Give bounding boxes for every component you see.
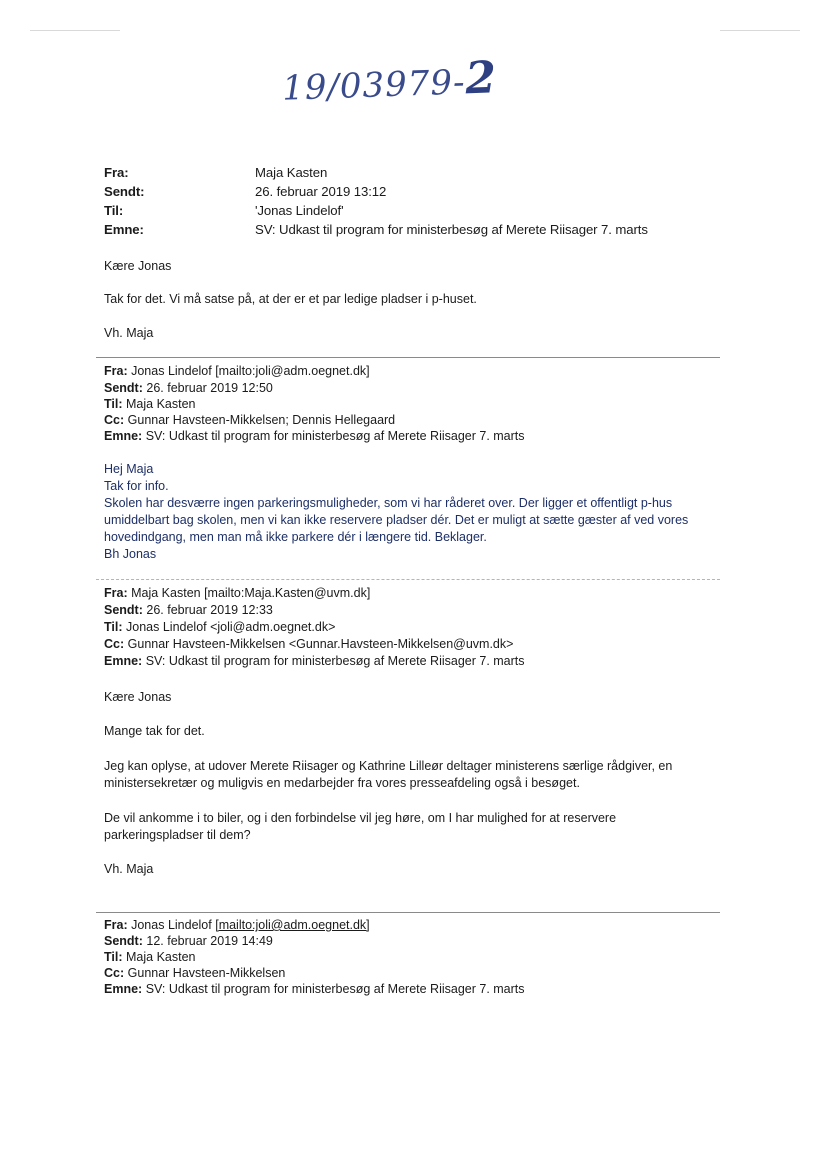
mailto-link[interactable]: [mailto:joli@adm.oegnet.dk] xyxy=(215,918,370,932)
sent-line xyxy=(104,603,273,617)
subject-line xyxy=(104,982,525,996)
subject-value: SV: Udkast til program for ministerbesøg af Merete Riisager 7. marts xyxy=(145,429,525,443)
from-value: Maja Kasten [mailto:Maja.Kasten@uvm.dk] xyxy=(131,586,371,600)
case-number-text: 19/03979- xyxy=(281,62,467,109)
signoff: Vh. Maja xyxy=(104,326,154,340)
to-line xyxy=(104,620,335,634)
to-line xyxy=(104,950,196,964)
subject-label: Emne: xyxy=(104,654,143,668)
body-line: Hej Maja xyxy=(104,462,154,476)
cc-value: Gunnar Havsteen-Mikkelsen xyxy=(127,966,286,980)
body-line: umiddelbart bag skolen, men vi kan ikke reservere pladser dér. Det er muligt at sætte gæster af ved vores xyxy=(104,513,689,527)
sent-value: 26. februar 2019 13:12 xyxy=(255,184,387,199)
from-value: Jonas Lindelof xyxy=(131,918,212,932)
cc-label: Cc: xyxy=(104,413,125,427)
from-label: Fra: xyxy=(104,586,128,600)
case-number-suffix: 2 xyxy=(464,52,498,105)
subject-label: Emne: xyxy=(104,429,143,443)
greeting: Kære Jonas xyxy=(104,259,172,273)
greeting: Kære Jonas xyxy=(104,690,172,704)
from-line xyxy=(104,918,370,932)
message-separator xyxy=(96,912,720,913)
body-line: De vil ankomme i to biler, og i den forbindelse vil jeg høre, om I har mulighed for at reservere xyxy=(104,811,617,825)
to-value: Maja Kasten xyxy=(126,950,196,964)
sent-value: 26. februar 2019 12:50 xyxy=(146,381,273,395)
body-line: Jeg kan oplyse, at udover Merete Riisager og Kathrine Lilleør deltager ministerens særlige rådgiver, en xyxy=(104,759,673,773)
message-separator xyxy=(96,357,720,358)
from-label: Fra: xyxy=(104,918,128,932)
to-value: 'Jonas Lindelof' xyxy=(255,203,344,218)
sent-value: 12. februar 2019 14:49 xyxy=(146,934,273,948)
cc-value: Gunnar Havsteen-Mikkelsen <Gunnar.Havsteen-Mikkelsen@uvm.dk> xyxy=(127,637,514,651)
cc-label: Cc: xyxy=(104,966,125,980)
from-label: Fra: xyxy=(104,364,128,378)
body-line: Tak for info. xyxy=(104,479,169,493)
sent-label: Sendt: xyxy=(104,184,145,199)
cc-line xyxy=(104,966,285,980)
from-label: Fra: xyxy=(104,165,129,180)
sent-label: Sendt: xyxy=(104,934,143,948)
from-line xyxy=(104,364,370,378)
scan-artifact-left xyxy=(30,30,120,31)
subject-value: SV: Udkast til program for ministerbesøg af Merete Riisager 7. marts xyxy=(145,982,525,996)
sent-label: Sendt: xyxy=(104,381,143,395)
to-label: Til: xyxy=(104,620,123,634)
sent-line xyxy=(104,934,273,948)
sent-line xyxy=(104,381,273,395)
from-value: Jonas Lindelof [mailto:joli@adm.oegnet.dk] xyxy=(131,364,370,378)
from-value: Maja Kasten xyxy=(255,165,328,180)
sent-label: Sendt: xyxy=(104,603,143,617)
subject-label: Emne: xyxy=(104,982,143,996)
body-line: parkeringspladser til dem? xyxy=(104,828,251,842)
to-label: Til: xyxy=(104,950,123,964)
subject-value: SV: Udkast til program for ministerbesøg af Merete Riisager 7. marts xyxy=(255,222,648,237)
to-line xyxy=(104,397,196,411)
body-line: Bh Jonas xyxy=(104,547,157,561)
handwritten-case-number xyxy=(281,52,498,110)
subject-line xyxy=(104,654,525,668)
message-separator xyxy=(96,579,720,580)
cc-label: Cc: xyxy=(104,637,125,651)
body-text: Tak for det. Vi må satse på, at der er et par ledige pladser i p-huset. xyxy=(104,292,477,306)
from-line xyxy=(104,586,370,600)
subject-line xyxy=(104,429,525,443)
to-value: Maja Kasten xyxy=(126,397,196,411)
body-line: Skolen har desværre ingen parkeringsmuligheder, som vi har råderet over. Der ligger et offentligt p-hus xyxy=(104,496,673,510)
to-label: Til: xyxy=(104,203,124,218)
scan-artifact-right xyxy=(720,30,800,31)
cc-line xyxy=(104,637,513,651)
thanks-line: Mange tak for det. xyxy=(104,724,205,738)
subject-label: Emne: xyxy=(104,222,144,237)
to-value: Jonas Lindelof <joli@adm.oegnet.dk> xyxy=(126,620,336,634)
body-line: ministersekretær og muligvis en medarbejder fra vores presseafdeling også i besøget. xyxy=(104,776,580,790)
cc-line xyxy=(104,413,395,427)
signoff: Vh. Maja xyxy=(104,862,154,876)
sent-value: 26. februar 2019 12:33 xyxy=(146,603,273,617)
subject-value: SV: Udkast til program for ministerbesøg af Merete Riisager 7. marts xyxy=(145,654,525,668)
to-label: Til: xyxy=(104,397,123,411)
cc-value: Gunnar Havsteen-Mikkelsen; Dennis Hellegaard xyxy=(127,413,396,427)
body-line: hovedindgang, men man må ikke parkere dér i længere tid. Beklager. xyxy=(104,530,487,544)
